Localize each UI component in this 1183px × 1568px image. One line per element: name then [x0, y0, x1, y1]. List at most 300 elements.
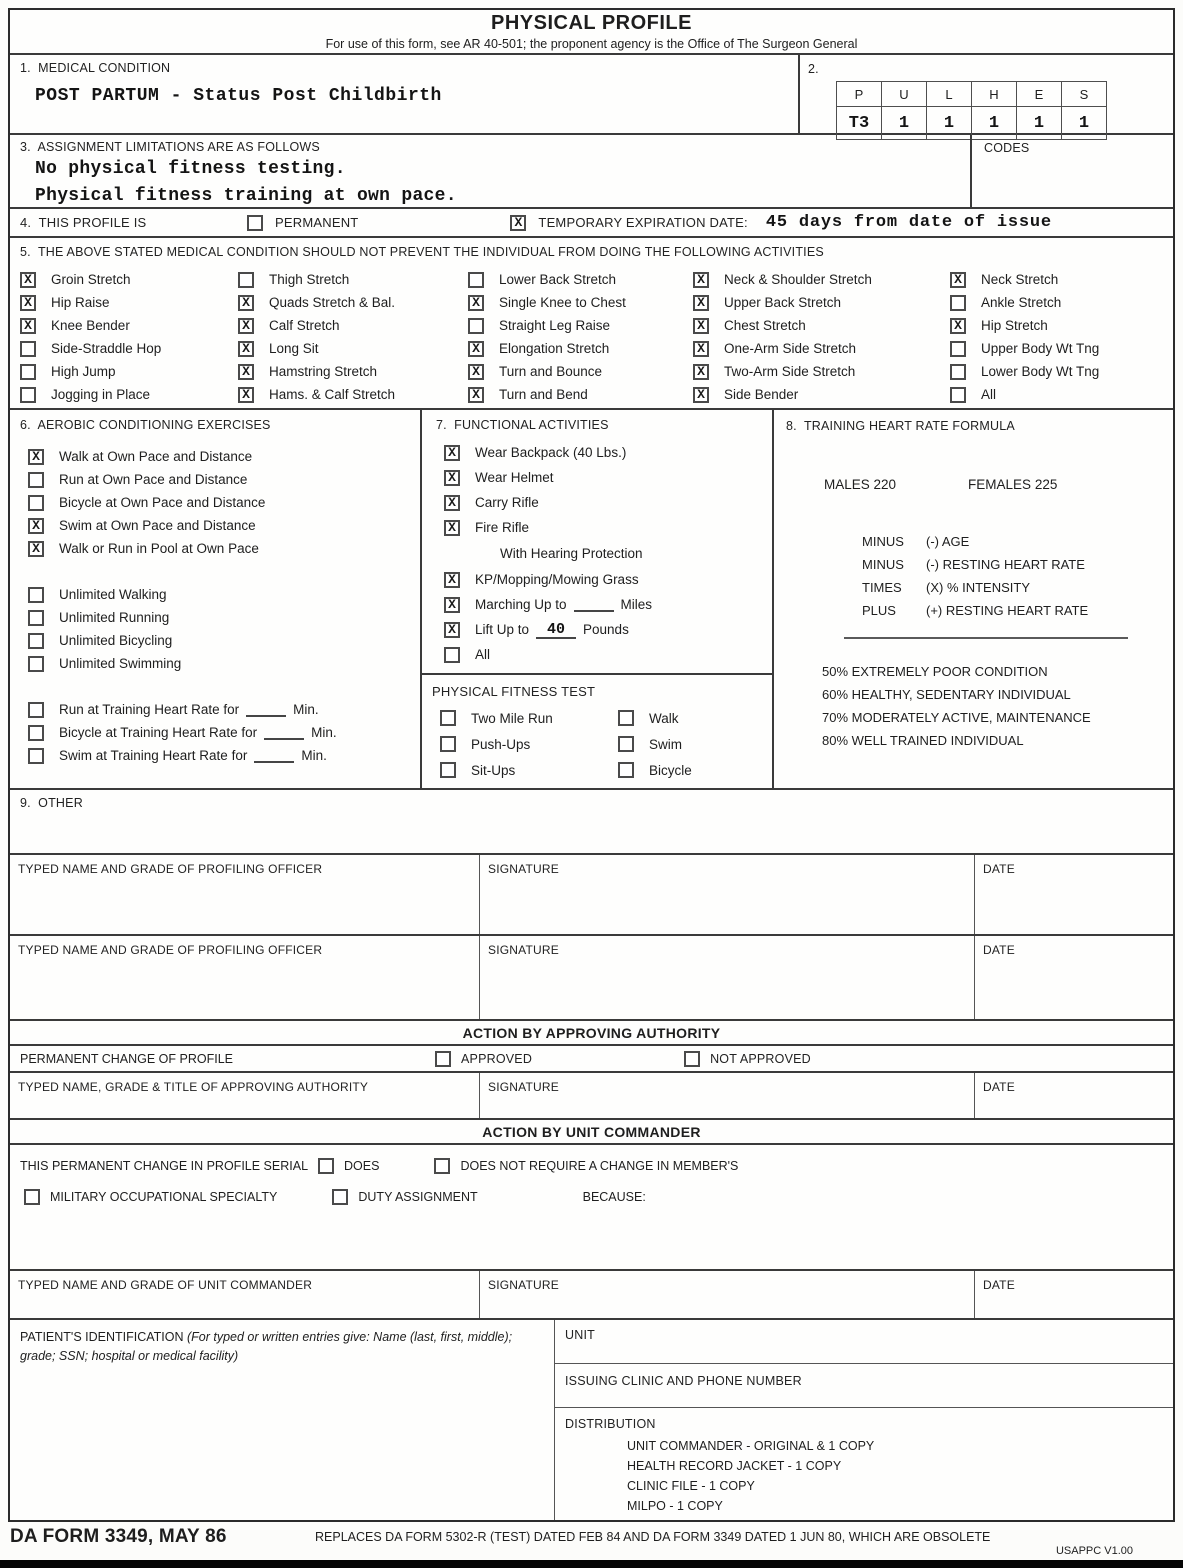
checkbox-item-thigh-stretch	[238, 268, 468, 291]
checkbox-item-all	[444, 642, 772, 667]
pulhes-section-label: 2.	[808, 62, 819, 76]
checkbox-jogging-in-place[interactable]	[20, 387, 36, 403]
checkbox-label: Knee Bender	[51, 318, 130, 333]
checkbox-label: Turn and Bounce	[499, 364, 603, 379]
checkbox-item-elongation-stretch	[468, 337, 693, 360]
checkbox-label: Run at Training Heart Rate for	[59, 702, 240, 717]
checkbox-fire-rifle[interactable]: X	[444, 520, 460, 536]
section-1-2-row	[10, 55, 1173, 135]
checkbox-item-carry-rifle	[444, 490, 772, 515]
section-medical-condition	[10, 55, 798, 133]
unit-cell[interactable]	[555, 1320, 1173, 1364]
formula-op: MINUS	[862, 557, 904, 572]
checkbox-label: Upper Body Wt Tng	[981, 341, 1100, 356]
checkbox-unlimited-swimming[interactable]	[28, 656, 44, 672]
checkbox-item-unlimited-swimming	[28, 652, 420, 675]
patient-id-note: (For typed or written entries give: Name (last, first, middle); grade; SSN; hospital or medical facility)	[20, 1330, 513, 1363]
functional-list	[436, 440, 772, 667]
checkbox-label: Thigh Stretch	[269, 272, 350, 287]
checkbox-does[interactable]	[318, 1158, 334, 1174]
checkbox-label: Bicycle at Training Heart Rate for	[59, 725, 258, 740]
checkbox-does-not[interactable]	[434, 1158, 450, 1174]
checkbox-label: Lower Back Stretch	[499, 272, 617, 287]
checkbox-knee-bender[interactable]: X	[20, 318, 36, 334]
checkbox-item-neck-shoulder-stretch	[693, 268, 950, 291]
profile-serial-line	[20, 1154, 1173, 1178]
checkbox-run-at-training-heart-rate-for[interactable]	[28, 702, 44, 718]
fitness-test-grid	[432, 705, 772, 783]
checkbox-label: Neck & Shoulder Stretch	[724, 272, 872, 287]
checkbox-label: Hip Raise	[51, 295, 110, 310]
checkbox-item-all	[950, 383, 1173, 406]
checkbox-long-sit[interactable]: X	[238, 341, 254, 357]
formula-block	[862, 530, 1173, 622]
typed-name-label: TYPED NAME AND GRADE OF PROFILING OFFICER	[18, 943, 323, 957]
approving-authority-header	[10, 1021, 1173, 1046]
checkbox-not-approved[interactable]	[684, 1051, 700, 1067]
checkbox-item-run-at-own-pace-and-distance	[28, 468, 420, 491]
checkbox-item-wear-helmet	[444, 465, 772, 490]
checkbox-groin-stretch[interactable]: X	[20, 272, 36, 288]
checkbox-unlimited-walking[interactable]	[28, 587, 44, 603]
checkbox-approved[interactable]	[435, 1051, 451, 1067]
checkbox-swim-at-training-heart-rate-for[interactable]	[28, 748, 44, 764]
limitation-line-1[interactable]: No physical fitness testing.	[35, 159, 346, 179]
checkbox-upper-back-stretch[interactable]: X	[693, 295, 709, 311]
section-functional-activities	[422, 410, 774, 788]
subheading-with-hearing-protection: With Hearing Protection	[500, 546, 643, 561]
activities-column-4	[693, 268, 950, 406]
checkbox-temporary[interactable]: X	[510, 215, 526, 231]
checkbox-label: Elongation Stretch	[499, 341, 610, 356]
permanent-change-label: PERMANENT CHANGE OF PROFILE	[20, 1051, 233, 1066]
checkbox-high-jump[interactable]	[20, 364, 36, 380]
checkbox-permanent[interactable]	[247, 215, 263, 231]
mos-label: MILITARY OCCUPATIONAL SPECIALTY	[50, 1190, 278, 1204]
checkbox-swim[interactable]	[618, 736, 634, 752]
unit-commander-body	[10, 1145, 1173, 1271]
pulhes-value-p[interactable]: T3	[837, 107, 882, 140]
checkbox-item-side-straddle-hop	[20, 337, 238, 360]
checkbox-walk-or-run-in-pool-at-own-pace[interactable]: X	[28, 541, 44, 557]
signature-cell[interactable]	[480, 936, 975, 1019]
checkbox-push-ups[interactable]	[440, 736, 456, 752]
checkbox-item-swim-at-training-heart-rate-for	[28, 744, 420, 767]
checkbox-label: Two-Arm Side Stretch	[724, 364, 856, 379]
patient-identification-cell[interactable]	[10, 1320, 555, 1520]
fill-in-blank[interactable]	[264, 726, 304, 740]
checkbox-bicycle-at-training-heart-rate-for[interactable]	[28, 725, 44, 741]
typed-name-cell[interactable]	[10, 1073, 480, 1118]
section-assignment-limitations	[10, 135, 1173, 209]
checkbox-item-upper-body-wt-tng	[950, 337, 1173, 360]
checkbox-label: Swim at Training Heart Rate for	[59, 748, 248, 763]
checkbox-label: Wear Backpack (40 Lbs.)	[475, 445, 627, 460]
medical-condition-value[interactable]: POST PARTUM - Status Post Childbirth	[35, 86, 442, 106]
checkbox-label-suffix: Miles	[620, 597, 653, 612]
permanent-label: PERMANENT	[275, 215, 359, 230]
section-profile-type	[10, 209, 1173, 238]
checkbox-label: Hip Stretch	[981, 318, 1048, 333]
checkbox-item-knee-bender	[20, 314, 238, 337]
pulhes-header-u: U	[882, 82, 927, 107]
formula-operand: (-) RESTING HEART RATE	[926, 557, 1085, 572]
checkbox-thigh-stretch[interactable]	[238, 272, 254, 288]
typed-name-cell[interactable]	[10, 855, 480, 934]
checkbox-item-turn-and-bounce	[468, 360, 693, 383]
checkbox-item-lift-up-to	[444, 617, 772, 642]
checkbox-label: Walk or Run in Pool at Own Pace	[59, 541, 259, 556]
codes-label: CODES	[984, 141, 1030, 155]
typed-name-label: TYPED NAME, GRADE & TITLE OF APPROVING AUTHORITY	[18, 1080, 369, 1094]
checkbox-mos[interactable]	[24, 1189, 40, 1205]
checkbox-item-neck-stretch	[950, 268, 1173, 291]
date-cell[interactable]	[975, 1271, 1173, 1318]
codes-cell	[970, 135, 1173, 207]
approving-authority-title: ACTION BY APPROVING AUTHORITY	[462, 1024, 721, 1041]
checkbox-elongation-stretch[interactable]: X	[468, 341, 484, 357]
approving-authority-row	[10, 1073, 1173, 1120]
temporary-label: TEMPORARY EXPIRATION DATE:	[538, 215, 748, 230]
distribution-line-2: HEALTH RECORD JACKET - 1 COPY	[627, 1459, 842, 1473]
checkbox-bicycle[interactable]	[618, 762, 634, 778]
formula-line	[862, 576, 1173, 599]
checkbox-side-bender[interactable]: X	[693, 387, 709, 403]
limitation-line-2[interactable]: Physical fitness training at own pace.	[35, 186, 457, 206]
fill-in-blank[interactable]	[254, 749, 294, 763]
formula-op: PLUS	[862, 603, 896, 618]
permanent-change-row	[10, 1046, 1173, 1073]
formula-op: TIMES	[862, 580, 902, 595]
profile-type-label: 4. THIS PROFILE IS	[20, 215, 147, 230]
fitness-column-2	[618, 705, 772, 783]
expiration-date-value[interactable]: 45 days from date of issue	[765, 213, 1052, 232]
section-other[interactable]	[10, 790, 1173, 855]
checkbox-label: Hamstring Stretch	[269, 364, 378, 379]
version-note: USAPPC V1.00	[1055, 1545, 1133, 1557]
checkbox-label: Bicycle	[649, 762, 692, 778]
checkbox-item-walk-or-run-in-pool-at-own-pace	[28, 537, 420, 560]
checkbox-label: All	[981, 387, 997, 402]
date-cell[interactable]	[975, 1073, 1173, 1118]
checkbox-lift-up-to[interactable]: X	[444, 622, 460, 638]
checkbox-item-two-mile-run	[440, 705, 618, 731]
checkbox-label: Wear Helmet	[475, 470, 554, 485]
checkbox-item-run-at-training-heart-rate-for	[28, 698, 420, 721]
checkbox-label: One-Arm Side Stretch	[724, 341, 857, 356]
activities-grid	[20, 268, 1173, 406]
fitness-test-label: PHYSICAL FITNESS TEST	[432, 684, 596, 699]
males-females-row	[824, 477, 1173, 492]
profiling-officer-row-2	[10, 936, 1173, 1021]
checkbox-item-hip-stretch	[950, 314, 1173, 337]
checkbox-carry-rifle[interactable]: X	[444, 495, 460, 511]
checkbox-all[interactable]	[444, 647, 460, 663]
checkbox-item-walk	[618, 705, 772, 731]
form-subtitle: For use of this form, see AR 40-501; the proponent agency is the Office of The Surgeon General	[325, 37, 858, 51]
checkbox-hamstring-stretch[interactable]: X	[238, 364, 254, 380]
pulhes-header-l: L	[927, 82, 972, 107]
typed-name-label: TYPED NAME AND GRADE OF PROFILING OFFICER	[18, 862, 323, 876]
checkbox-item-hamstring-stretch	[238, 360, 468, 383]
typed-name-cell[interactable]	[10, 1271, 480, 1318]
checkbox-item-hams-calf-stretch	[238, 383, 468, 406]
checkbox-item-swim	[618, 731, 772, 757]
checkbox-kp-mopping-mowing-grass[interactable]: X	[444, 572, 460, 588]
checkbox-item-unlimited-walking	[28, 583, 420, 606]
checkbox-item-bicycle	[618, 757, 772, 783]
checkbox-item-single-knee-to-chest	[468, 291, 693, 314]
form-footer	[8, 1526, 1175, 1560]
checkbox-item-wear-backpack-40-lbs	[444, 440, 772, 465]
medical-condition-label: 1. MEDICAL CONDITION	[20, 61, 171, 75]
checkbox-walk[interactable]	[618, 710, 634, 726]
formula-line	[862, 553, 1173, 576]
checkbox-label: Calf Stretch	[269, 318, 340, 333]
checkbox-lower-body-wt-tng[interactable]	[950, 364, 966, 380]
checkbox-label: Long Sit	[269, 341, 319, 356]
checkbox-all[interactable]	[950, 387, 966, 403]
signature-label: SIGNATURE	[488, 943, 559, 957]
fill-in-blank[interactable]: 40	[536, 621, 576, 639]
checkbox-single-knee-to-chest[interactable]: X	[468, 295, 484, 311]
unit-commander-title: ACTION BY UNIT COMMANDER	[482, 1123, 701, 1140]
fill-in-blank[interactable]	[246, 703, 286, 717]
formula-operand: (+) RESTING HEART RATE	[926, 603, 1089, 618]
checkbox-run-at-own-pace-and-distance[interactable]	[28, 472, 44, 488]
checkbox-label: Walk	[649, 710, 679, 726]
checkbox-label: Swim	[649, 736, 682, 752]
physical-profile-form	[8, 8, 1175, 1522]
threshold-80: 80% WELL TRAINED INDIVIDUAL	[822, 733, 1024, 748]
checkbox-item-lower-body-wt-tng	[950, 360, 1173, 383]
threshold-70: 70% MODERATELY ACTIVE, MAINTENANCE	[822, 710, 1091, 725]
distribution-line-4: MILPO - 1 COPY	[627, 1499, 723, 1513]
duty-assignment-label: DUTY ASSIGNMENT	[358, 1190, 478, 1204]
checkbox-item-two-arm-side-stretch	[693, 360, 950, 383]
checkbox-item-walk-at-own-pace-and-distance	[28, 445, 420, 468]
signature-label: SIGNATURE	[488, 1080, 559, 1094]
checkbox-item-groin-stretch	[20, 268, 238, 291]
formula-line	[862, 530, 1173, 553]
checkbox-label: Bicycle at Own Pace and Distance	[59, 495, 266, 510]
checkbox-label: KP/Mopping/Mowing Grass	[475, 572, 639, 587]
checkbox-item-push-ups	[440, 731, 618, 757]
checkbox-label: Single Knee to Chest	[499, 295, 626, 310]
checkbox-item-marching-up-to	[444, 592, 772, 617]
formula-line	[862, 599, 1173, 622]
males-value: MALES 220	[824, 477, 897, 492]
heart-rate-label: 8. TRAINING HEART RATE FORMULA	[786, 419, 1015, 433]
checkbox-bicycle-at-own-pace-and-distance[interactable]	[28, 495, 44, 511]
physical-fitness-test-cell	[422, 675, 772, 788]
checkbox-quads-stretch-bal[interactable]: X	[238, 295, 254, 311]
checkbox-item-unlimited-running	[28, 606, 420, 629]
checkbox-label: Hams. & Calf Stretch	[269, 387, 396, 402]
checkbox-item-hip-raise	[20, 291, 238, 314]
pulhes-value-h[interactable]: 1	[972, 107, 1017, 140]
checkbox-unlimited-running[interactable]	[28, 610, 44, 626]
pulhes-value-u[interactable]: 1	[882, 107, 927, 140]
date-label: DATE	[983, 1080, 1015, 1094]
distribution-label: DISTRIBUTION	[565, 1417, 656, 1431]
signature-label: SIGNATURE	[488, 862, 559, 876]
patient-id-label: PATIENT'S IDENTIFICATION	[20, 1330, 184, 1344]
checkbox-label: Run at Own Pace and Distance	[59, 472, 248, 487]
checkbox-neck-stretch[interactable]: X	[950, 272, 966, 288]
distribution-line-1: UNIT COMMANDER - ORIGINAL & 1 COPY	[627, 1439, 875, 1453]
aerobic-label: 6. AEROBIC CONDITIONING EXERCISES	[20, 418, 271, 432]
formula-result-line[interactable]	[844, 637, 1128, 639]
checkbox-item-bicycle-at-training-heart-rate-for	[28, 721, 420, 744]
date-cell[interactable]	[975, 855, 1173, 934]
activities-column-1	[20, 268, 238, 406]
section-6-7-8-row	[10, 410, 1173, 790]
pulhes-value-l[interactable]: 1	[927, 107, 972, 140]
checkbox-duty-assignment[interactable]	[332, 1189, 348, 1205]
checkbox-label: Push-Ups	[471, 736, 531, 752]
scan-edge-bar	[0, 1560, 1183, 1568]
checkbox-label: Carry Rifle	[475, 495, 539, 510]
typed-name-cell[interactable]	[10, 936, 480, 1019]
checkbox-wear-backpack-40-lbs[interactable]: X	[444, 445, 460, 461]
checkbox-label: Unlimited Bicycling	[59, 633, 173, 648]
checkbox-hip-stretch[interactable]: X	[950, 318, 966, 334]
checkbox-turn-and-bounce[interactable]: X	[468, 364, 484, 380]
checkbox-swim-at-own-pace-and-distance[interactable]: X	[28, 518, 44, 534]
fitness-column-1	[440, 705, 618, 783]
pulhes-table	[836, 81, 1107, 140]
spacer	[28, 560, 420, 583]
section-activities	[10, 238, 1173, 410]
form-number: DA FORM 3349, MAY 86	[10, 1526, 227, 1547]
checkbox-label: Jogging in Place	[51, 387, 151, 402]
females-value: FEMALES 225	[968, 477, 1058, 492]
checkbox-turn-and-bend[interactable]: X	[468, 387, 484, 403]
checkbox-label-suffix: Min.	[311, 725, 337, 740]
formula-op: MINUS	[862, 534, 904, 549]
pulhes-header-e: E	[1017, 82, 1062, 107]
checkbox-label: Unlimited Swimming	[59, 656, 182, 671]
checkbox-item-high-jump	[20, 360, 238, 383]
checkbox-item-unlimited-bicycling	[28, 629, 420, 652]
unit-label: UNIT	[565, 1328, 595, 1342]
checkbox-label: Walk at Own Pace and Distance	[59, 449, 253, 464]
distribution-line-3: CLINIC FILE - 1 COPY	[627, 1479, 755, 1493]
checkbox-label: Unlimited Running	[59, 610, 170, 625]
checkbox-label: Lift Up to	[475, 622, 530, 637]
section-heart-rate-formula	[774, 410, 1173, 788]
does-not-label: DOES NOT REQUIRE A CHANGE IN MEMBER'S	[460, 1159, 739, 1173]
profiling-officer-row-1	[10, 855, 1173, 936]
checkbox-item-fire-rifle	[444, 515, 772, 540]
checkbox-label: Groin Stretch	[51, 272, 131, 287]
checkbox-label: High Jump	[51, 364, 116, 379]
checkbox-side-straddle-hop[interactable]	[20, 341, 36, 357]
does-label: DOES	[344, 1159, 380, 1173]
checkbox-calf-stretch[interactable]: X	[238, 318, 254, 334]
checkbox-item-upper-back-stretch	[693, 291, 950, 314]
checkbox-label: Sit-Ups	[471, 762, 516, 778]
form-title: PHYSICAL PROFILE	[491, 12, 692, 34]
typed-name-label: TYPED NAME AND GRADE OF UNIT COMMANDER	[18, 1278, 313, 1292]
approved-label: APPROVED	[461, 1051, 533, 1066]
checkbox-item-straight-leg-raise	[468, 314, 693, 337]
checkbox-marching-up-to[interactable]: X	[444, 597, 460, 613]
checkbox-ankle-stretch[interactable]	[950, 295, 966, 311]
checkbox-label: Upper Back Stretch	[724, 295, 842, 310]
checkbox-item-one-arm-side-stretch	[693, 337, 950, 360]
checkbox-item-kp-mopping-mowing-grass	[444, 567, 772, 592]
assignment-limitations-label: 3. ASSIGNMENT LIMITATIONS ARE AS FOLLOWS	[20, 140, 320, 154]
checkbox-neck-shoulder-stretch[interactable]: X	[693, 272, 709, 288]
checkbox-one-arm-side-stretch[interactable]: X	[693, 341, 709, 357]
unit-commander-header	[10, 1120, 1173, 1145]
aerobic-list	[20, 445, 420, 767]
threshold-50: 50% EXTREMELY POOR CONDITION	[822, 664, 1048, 679]
patient-identification-row	[10, 1320, 1173, 1520]
pulhes-value-e[interactable]: 1	[1017, 107, 1062, 140]
checkbox-sit-ups[interactable]	[440, 762, 456, 778]
checkbox-label: Side-Straddle Hop	[51, 341, 162, 356]
signature-cell[interactable]	[480, 855, 975, 934]
checkbox-walk-at-own-pace-and-distance[interactable]: X	[28, 449, 44, 465]
form-header	[10, 10, 1173, 55]
checkbox-label-suffix: Min.	[293, 702, 319, 717]
functional-label: 7. FUNCTIONAL ACTIVITIES	[436, 418, 609, 432]
checkbox-label-suffix: Min.	[301, 748, 327, 763]
checkbox-hams-calf-stretch[interactable]: X	[238, 387, 254, 403]
date-label: DATE	[983, 1278, 1015, 1292]
checkbox-label: Turn and Bend	[499, 387, 588, 402]
activities-label: 5. THE ABOVE STATED MEDICAL CONDITION SHOULD NOT PREVENT THE INDIVIDUAL FROM DOING THE FOLLOWING ACTIVITIES	[20, 245, 824, 259]
checkbox-upper-body-wt-tng[interactable]	[950, 341, 966, 357]
assignment-limitations-cell	[10, 135, 970, 207]
pulhes-value-s[interactable]: 1	[1062, 107, 1107, 140]
not-approved-label: NOT APPROVED	[710, 1051, 811, 1066]
checkbox-item-side-bender	[693, 383, 950, 406]
threshold-60: 60% HEALTHY, SEDENTARY INDIVIDUAL	[822, 687, 1071, 702]
checkbox-two-arm-side-stretch[interactable]: X	[693, 364, 709, 380]
signature-cell[interactable]	[480, 1073, 975, 1118]
checkbox-straight-leg-raise[interactable]	[468, 318, 484, 334]
checkbox-lower-back-stretch[interactable]	[468, 272, 484, 288]
checkbox-label: Ankle Stretch	[981, 295, 1062, 310]
checkbox-label: Swim at Own Pace and Distance	[59, 518, 256, 533]
signature-cell[interactable]	[480, 1271, 975, 1318]
checkbox-chest-stretch[interactable]: X	[693, 318, 709, 334]
checkbox-item-long-sit	[238, 337, 468, 360]
pulhes-header-p: P	[837, 82, 882, 107]
pulhes-header-s: S	[1062, 82, 1107, 107]
checkbox-unlimited-bicycling[interactable]	[28, 633, 44, 649]
checkbox-item-calf-stretch	[238, 314, 468, 337]
date-label: DATE	[983, 943, 1015, 957]
unit-clinic-distribution	[555, 1320, 1173, 1520]
issuing-clinic-cell[interactable]	[555, 1364, 1173, 1408]
because-label: BECAUSE:	[582, 1190, 646, 1204]
checkbox-wear-helmet[interactable]: X	[444, 470, 460, 486]
spacer	[28, 675, 420, 698]
replaces-note: REPLACES DA FORM 5302-R (TEST) DATED FEB 84 AND DA FORM 3349 DATED 1 JUN 80, WHICH ARE OBSOLETE	[315, 1530, 991, 1544]
fill-in-blank[interactable]	[574, 598, 614, 612]
date-cell[interactable]	[975, 936, 1173, 1019]
checkbox-two-mile-run[interactable]	[440, 710, 456, 726]
profile-serial-label: THIS PERMANENT CHANGE IN PROFILE SERIAL	[20, 1159, 309, 1173]
issuing-clinic-label: ISSUING CLINIC AND PHONE NUMBER	[565, 1374, 802, 1388]
checkbox-item-quads-stretch-bal	[238, 291, 468, 314]
checkbox-hip-raise[interactable]: X	[20, 295, 36, 311]
